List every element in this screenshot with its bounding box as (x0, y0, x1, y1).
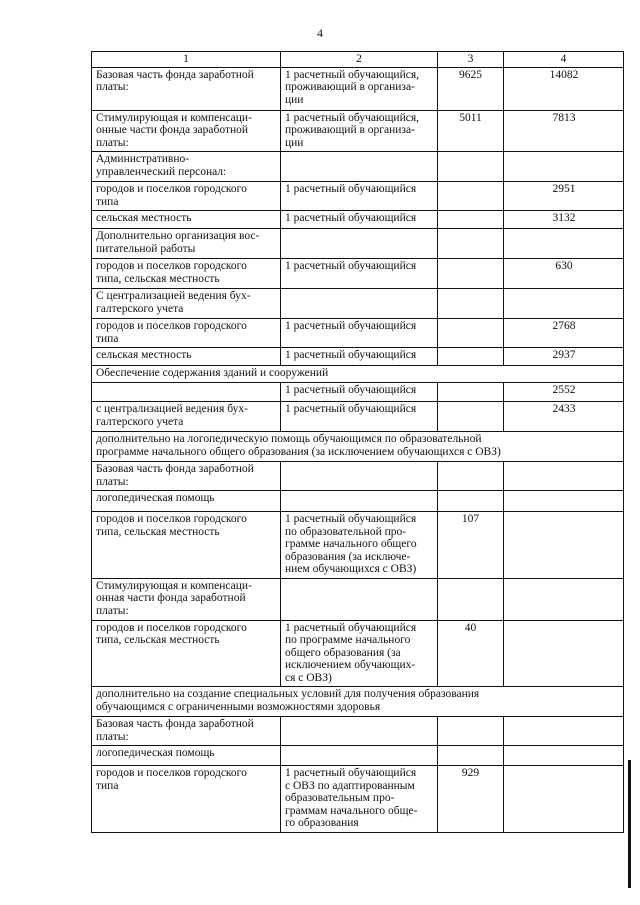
indicator-cell: сельская местность (92, 348, 281, 366)
value-cell-col4 (504, 229, 624, 259)
indicator-cell (92, 383, 281, 402)
unit-cell (281, 229, 438, 259)
unit-cell: 1 расчетный обучающийся по образовательной про- грамме начального общего образования (за исключе- нием обучающихся с ОВЗ) (281, 512, 438, 579)
value-cell-col4: 3132 (504, 211, 624, 229)
value-cell-col4: 2552 (504, 383, 624, 402)
value-cell-col3: 5011 (438, 110, 504, 152)
value-cell-col3: 929 (438, 766, 504, 833)
table-row (92, 152, 624, 182)
unit-cell: 1 расчетный обучающийся (281, 348, 438, 366)
table-row (92, 512, 624, 579)
value-cell-col3 (438, 152, 504, 182)
indicator-cell: Стимулирующая и компенсаци- онные части фонда заработной платы: (92, 110, 281, 152)
unit-cell: 1 расчетный обучающийся (281, 402, 438, 432)
indicator-cell: Базовая часть фонда заработной платы: (92, 462, 281, 491)
indicator-cell: логопедическая помощь (92, 746, 281, 766)
section-row (92, 366, 624, 383)
unit-cell (281, 746, 438, 766)
value-cell-col3: 9625 (438, 67, 504, 110)
column-header: 1 (92, 52, 281, 68)
unit-cell (281, 152, 438, 182)
value-cell-col4 (504, 746, 624, 766)
unit-cell: 1 расчетный обучающийся (281, 319, 438, 348)
table-row (92, 211, 624, 229)
indicator-cell: логопедическая помощь (92, 491, 281, 512)
value-cell-col4 (504, 512, 624, 579)
value-cell-col4 (504, 289, 624, 319)
section-heading: дополнительно на логопедическую помощь обучающимся по образовательной программе начального общего образования (за исключением обучающихся с ОВЗ) (92, 432, 624, 462)
value-cell-col3 (438, 289, 504, 319)
value-cell-col4 (504, 462, 624, 491)
table-row (92, 491, 624, 512)
indicator-cell: Базовая часть фонда заработной платы: (92, 717, 281, 746)
value-cell-col3 (438, 182, 504, 211)
value-cell-col4: 2433 (504, 402, 624, 432)
table-row (92, 402, 624, 432)
indicator-cell: сельская местность (92, 211, 281, 229)
section-row (92, 432, 624, 462)
table-row (92, 746, 624, 766)
indicator-cell: городов и поселков городского типа (92, 182, 281, 211)
unit-cell: 1 расчетный обучающийся (281, 259, 438, 289)
section-heading: дополнительно на создание специальных условий для получения образования обучающимся с ограниченными возможностями здоровья (92, 687, 624, 717)
unit-cell (281, 578, 438, 620)
table-row (92, 259, 624, 289)
table-row (92, 289, 624, 319)
table-row (92, 182, 624, 211)
unit-cell (281, 289, 438, 319)
unit-cell: 1 расчетный обучающийся, проживающий в организа- ции (281, 67, 438, 110)
value-cell-col3: 107 (438, 512, 504, 579)
indicator-cell: с централизацией ведения бух- галтерского учета (92, 402, 281, 432)
unit-cell: 1 расчетный обучающийся, проживающий в организа- ции (281, 110, 438, 152)
value-cell-col3 (438, 746, 504, 766)
indicator-cell: С централизацией ведения бух- галтерского учета (92, 289, 281, 319)
value-cell-col4: 2951 (504, 182, 624, 211)
value-cell-col3 (438, 383, 504, 402)
section-row (92, 687, 624, 717)
page-number: 4 (317, 26, 323, 40)
indicator-cell: городов и поселков городского типа (92, 319, 281, 348)
table-row (92, 766, 624, 833)
table-row (92, 319, 624, 348)
value-cell-col4 (504, 491, 624, 512)
unit-cell (281, 717, 438, 746)
value-cell-col4 (504, 578, 624, 620)
indicator-cell: городов и поселков городского типа (92, 766, 281, 833)
value-cell-col4 (504, 766, 624, 833)
column-header: 4 (504, 52, 624, 68)
indicator-cell: городов и поселков городского типа, сельская местность (92, 512, 281, 579)
unit-cell: 1 расчетный обучающийся (281, 211, 438, 229)
value-cell-col3: 40 (438, 620, 504, 687)
unit-cell (281, 491, 438, 512)
value-cell-col3 (438, 229, 504, 259)
table-row (92, 110, 624, 152)
unit-cell: 1 расчетный обучающийся (281, 383, 438, 402)
value-cell-col3 (438, 402, 504, 432)
value-cell-col4 (504, 620, 624, 687)
value-cell-col4: 7813 (504, 110, 624, 152)
unit-cell: 1 расчетный обучающийся по программе начального общего образования (за исключением обучающих- ся с ОВЗ) (281, 620, 438, 687)
value-cell-col3 (438, 259, 504, 289)
value-cell-col4: 14082 (504, 67, 624, 110)
table-row (92, 67, 624, 110)
value-cell-col3 (438, 319, 504, 348)
indicator-cell: Административно- управленческий персонал: (92, 152, 281, 182)
edge-mark (628, 760, 631, 888)
value-cell-col4 (504, 152, 624, 182)
indicator-cell: Базовая часть фонда заработной платы: (92, 67, 281, 110)
table-row (92, 620, 624, 687)
column-header: 2 (281, 52, 438, 68)
indicator-cell: Дополнительно организация вос- питательной работы (92, 229, 281, 259)
value-cell-col3 (438, 462, 504, 491)
value-cell-col3 (438, 491, 504, 512)
indicator-cell: городов и поселков городского типа, сельская местность (92, 620, 281, 687)
table-row (92, 462, 624, 491)
table-row (92, 578, 624, 620)
unit-cell: 1 расчетный обучающийся с ОВЗ по адаптированным образовательным про- граммам начального обще- го образования (281, 766, 438, 833)
value-cell-col3 (438, 578, 504, 620)
value-cell-col4: 630 (504, 259, 624, 289)
table-row (92, 717, 624, 746)
norms-table (91, 51, 624, 833)
value-cell-col4: 2768 (504, 319, 624, 348)
section-heading: Обеспечение содержания зданий и сооружений (92, 366, 624, 383)
value-cell-col3 (438, 348, 504, 366)
unit-cell: 1 расчетный обучающийся (281, 182, 438, 211)
value-cell-col3 (438, 717, 504, 746)
value-cell-col4: 2937 (504, 348, 624, 366)
table-row (92, 348, 624, 366)
unit-cell (281, 462, 438, 491)
header-row (92, 52, 624, 68)
column-header: 3 (438, 52, 504, 68)
table-row (92, 383, 624, 402)
value-cell-col3 (438, 211, 504, 229)
indicator-cell: городов и поселков городского типа, сельская местность (92, 259, 281, 289)
value-cell-col4 (504, 717, 624, 746)
indicator-cell: Стимулирующая и компенсаци- онная части фонда заработной платы: (92, 578, 281, 620)
table-row (92, 229, 624, 259)
